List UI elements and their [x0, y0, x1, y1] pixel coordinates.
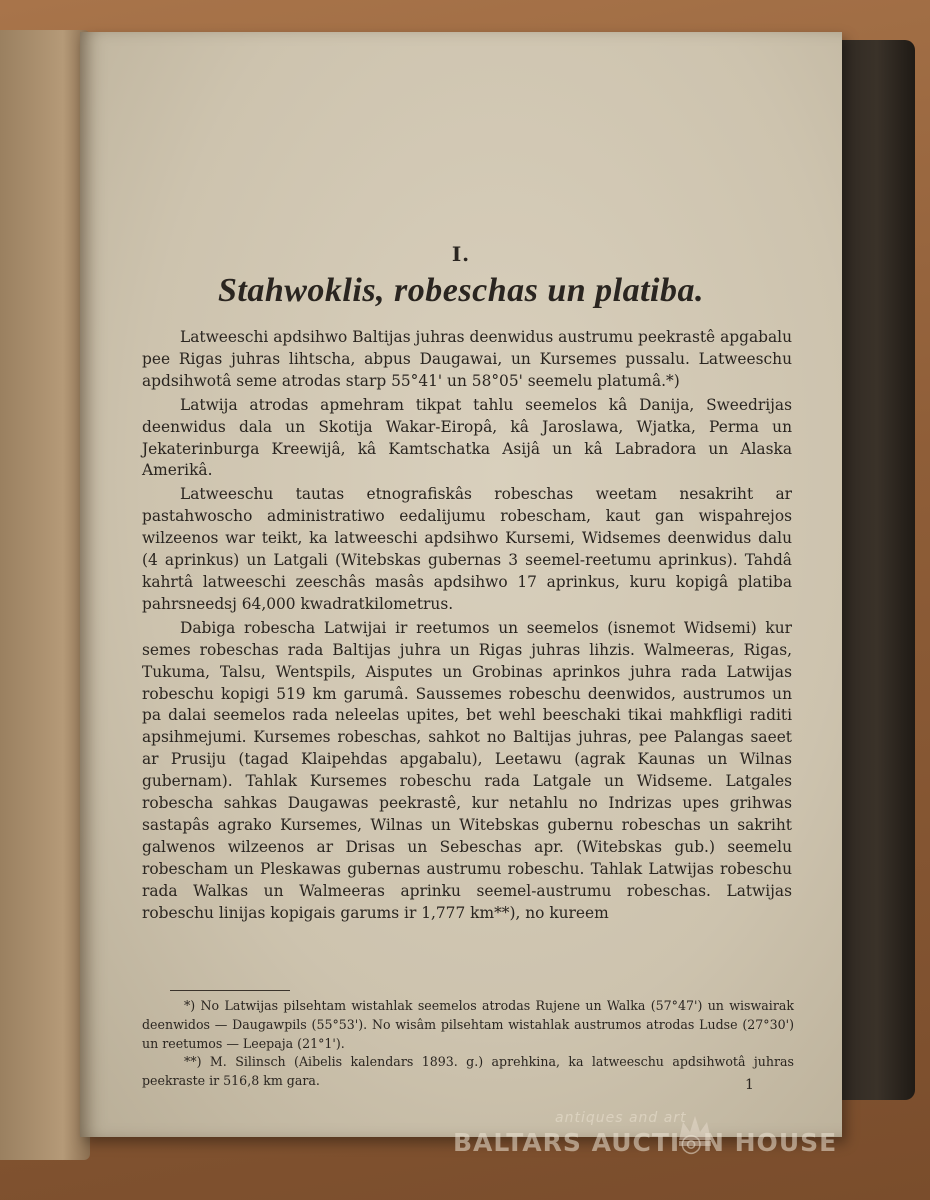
watermark-tagline: antiques and art: [555, 1110, 687, 1126]
chapter-title: Stahwoklis, robeschas un platiba.: [217, 272, 704, 309]
footnotes: [142, 997, 794, 1091]
paragraph-4: Dabiga robescha Latwijai ir reetumos un seemelos (isnemot Widsemi) kur semes robeschas rada Baltijas juhra un Rigas juhras lihzis. Walmeeras, Rigas, Tukuma, Talsu, Wentspils, Aisputes un Grobinas aprinkos juhra rada Latwijas robeschu kopigi 519 km garumâ. Saussemes robeschu deenwidos, austrumos un pa dalai seemelos rada neleelas upites, bet wehl beeschaki tikai mahkfligi raditi apsihmejumi. Kursemes robeschas, sahkot no Baltijas juhras, pee Palangas saeet ar Prusiju (tagad Klaipehdas apgabalu), Leetawu (agrak Kaunas un Wilnas gubernam). Tahlak Kursemes robeschu rada Latgale un Widseme. Latgales robescha sahkas Daugawas peekrastê, kur netahlu no Indrizas upes grihwas sastapâs agrako Kursemes, Wilnas un Witebskas gubernu robeschas un sakriht galwenos wilzeenos ar Drisas un Sebeschas apr. (Witebskas gub.) seemelu robescham un Pleskawas gubernas austrumu robeschu. Tahlak Latwijas robeschu rada Walkas un Walmeeras aprinku seemel-austrumu robeschas. Latwijas robeschu linijas kopigais garums ir 1,777 km**), no kureem: [142, 618, 792, 922]
paragraph-3: Latweeschu tautas etnografiskâs robeschas weetam nesakriht ar pastahwoscho administratiwo eedalijumu robescham, kaut gan wispahrejos wilzeenos war teikt, ka latweeschi apdsihwo Kursemi, Widsemes deenwidus dalu (4 aprinkus) un Latgali (Witebskas gubernas 3 seemel-reetumu aprinkus). Tahdâ kahrtâ latweeschi zeeschâs masâs apdsihwo 17 aprinkus, kuru kopigâ platiba pahrsneedsj 64,000 kwadratkilometrus.: [142, 485, 792, 613]
paragraph-2: Latwija atrodas apmehram tikpat tahlu seemelos kâ Danija, Sweedrijas deenwidus dala un Skotija Wakar-Eiropâ, kâ Jaroslawa, Wjatka, Perma un Jekaterinburga Kreewijâ, kâ Kamtschatka Asijâ un kâ Labradora un Alaska Amerikâ.: [142, 395, 792, 480]
left-page-edge: [0, 30, 90, 1160]
body-text: [142, 327, 792, 926]
chapter-number: I.: [451, 242, 471, 266]
page-number: 1: [745, 1077, 754, 1093]
footnote-divider: [170, 990, 290, 991]
footnote-1: *) No Latwijas pilsehtam wistahlak seemelos atrodas Rujene un Walka (57°47') un wiswairak deenwidos — Daugawpils (55°53'). No wisâm pilsehtam wistahlak austrumos atrodas Ludse (27°30') un reetumos — Leepaja (21°1').: [142, 998, 794, 1051]
footnote-2: **) M. Silinsch (Aibelis kalendars 1893. g.) aprehkina, ka latweeschu apdsihwotâ juhras peekraste ir 516,8 km gara.: [142, 1054, 794, 1089]
watermark-brand: BALTARS AUCTI◎N HOUSE: [453, 1128, 838, 1157]
paragraph-1: Latweeschi apdsihwo Baltijas juhras deenwidus austrumu peekrastê apgabalu pee Rigas juhras lihtscha, abpus Daugawai, un Kursemes pussalu. Latweeschu apdsihwotâ seme atrodas starp 55°41' un 58°05' seemelu platumâ.*): [142, 328, 792, 390]
book-page: [80, 32, 842, 1137]
watermark: [445, 1110, 865, 1170]
